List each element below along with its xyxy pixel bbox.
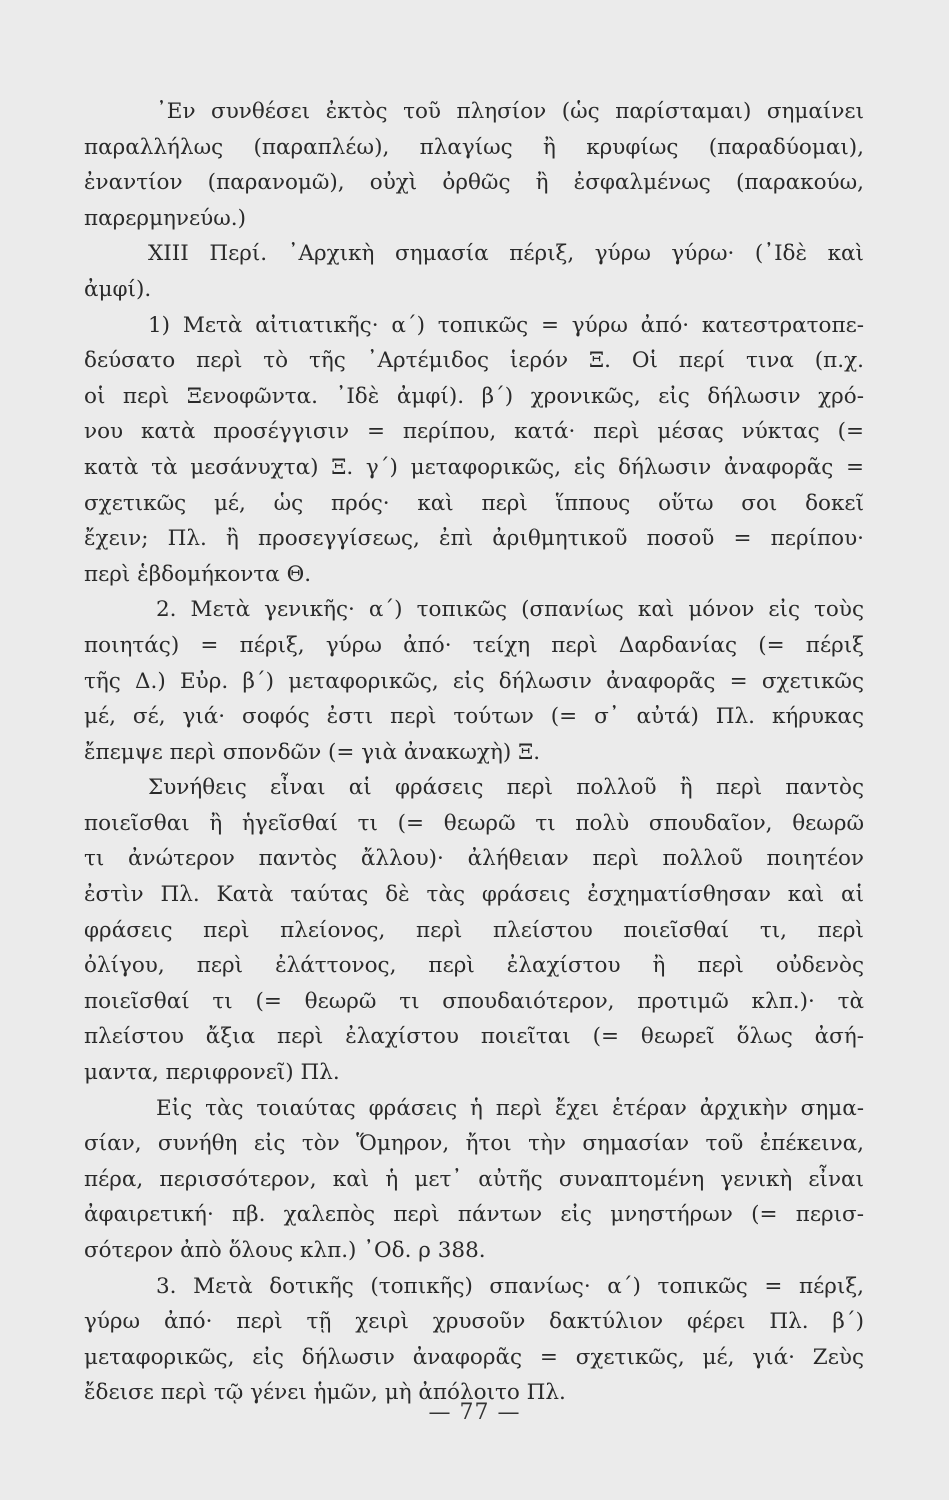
- text-line: οἱ περὶ Ξενοφῶντα. ᾿Ιδὲ ἀμφί). β΄) χρονικῶς, εἰς δήλωσιν χρό-: [84, 383, 864, 409]
- text-line: ποιεῖσθαί τι (= θεωρῶ τι σπουδαιότερον, προτιμῶ κλπ.)· τὰ: [84, 988, 864, 1014]
- text-line: μεταφορικῶς, εἰς δήλωσιν ἀναφορᾶς = σχετικῶς, μέ, γιά· Ζεὺς: [84, 1344, 864, 1370]
- text-line: 3. Μετὰ δοτικῆς (τοπικῆς) σπανίως· α΄) τοπικῶς = πέριξ,: [156, 1273, 864, 1299]
- text-line: Συνήθεις εἶναι αἱ φράσεις περὶ πολλοῦ ἢ περὶ παντὸς: [148, 775, 864, 801]
- text-line: μέ, σέ, γιά· σοφός ἐστι περὶ τούτων (= σ᾿ αὐτά) Πλ. κήρυκας: [84, 704, 864, 730]
- text-line: πλείστου ἄξια περὶ ἐλαχίστου ποιεῖται (= θεωρεῖ ὅλως ἀσή-: [84, 1024, 864, 1050]
- text-line: σχετικῶς μέ, ὡς πρός· καὶ περὶ ἵππους οὕτω σοι δοκεῖ: [84, 490, 864, 516]
- page-number: — 77 —: [428, 1400, 521, 1425]
- text-line: ὀλίγου, περὶ ἐλάττονος, περὶ ἐλαχίστου ἢ περὶ οὐδενὸς: [84, 953, 864, 979]
- section-heading-line: XIII Περί. ᾿Αρχικὴ σημασία πέριξ, γύρω γύρω· (᾿Ιδὲ καὶ: [148, 241, 864, 267]
- text-line: σότερον ἀπὸ ὅλους κλπ.) ᾿Οδ. ρ 388.: [84, 1238, 486, 1263]
- text-line: νου κατὰ προσέγγισιν = περίπου, κατά· περὶ μέσας νύκτας (=: [84, 419, 864, 445]
- text-line: 2. Μετὰ γενικῆς· α΄) τοπικῶς (σπανίως καὶ μόνον εἰς τοὺς: [156, 597, 864, 623]
- text-line: περὶ ἑβδομήκοντα Θ.: [84, 561, 312, 587]
- text-line: ἀφαιρετική· πβ. χαλεπὸς περὶ πάντων εἰς μνηστήρων (= περισ-: [84, 1202, 864, 1228]
- text-line: ἔπεμψε περὶ σπονδῶν (= γιὰ ἀνακωχὴ) Ξ.: [84, 739, 541, 765]
- text-line: Εἰς τὰς τοιαύτας φράσεις ἡ περὶ ἔχει ἑτέραν ἀρχικὴν σημα-: [156, 1095, 864, 1121]
- text-line: παρερμηνεύω.): [84, 205, 246, 231]
- text-line: παραλλήλως (παραπλέω), πλαγίως ἢ κρυφίως (παραδύομαι),: [84, 134, 864, 160]
- text-line: πέρα, περισσότερον, καὶ ἡ μετ᾿ αὐτῆς συναπτομένη γενικὴ εἶναι: [84, 1166, 864, 1192]
- text-line: ἐστὶν Πλ. Κατὰ ταύτας δὲ τὰς φράσεις ἐσχηματίσθησαν καὶ αἱ: [84, 882, 864, 908]
- text-line: μαντα, περιφρονεῖ) Πλ.: [84, 1060, 340, 1086]
- text-line: ποιητάς) = πέριξ, γύρω ἀπό· τείχη περὶ Δαρδανίας (= πέριξ: [84, 632, 864, 658]
- text-line: ποιεῖσθαι ἢ ἡγεῖσθαί τι (= θεωρῶ τι πολὺ σπουδαῖον, θεωρῶ: [84, 810, 864, 836]
- text-line: 1) Μετὰ αἰτιατικῆς· α΄) τοπικῶς = γύρω ἀπό· κατεστρατοπε-: [148, 312, 864, 338]
- text-block: [84, 94, 864, 1411]
- text-line: γύρω ἀπό· περὶ τῇ χειρὶ χρυσοῦν δακτύλιον φέρει Πλ. β΄): [84, 1309, 864, 1335]
- text-line: κατὰ τὰ μεσάνυχτα) Ξ. γ΄) μεταφορικῶς, εἰς δήλωσιν ἀναφορᾶς =: [84, 454, 864, 480]
- text-line: ᾿Εν συνθέσει ἐκτὸς τοῦ πλησίον (ὡς παρίσταμαι) σημαίνει: [156, 99, 864, 124]
- text-line: φράσεις περὶ πλείονος, περὶ πλείστου ποιεῖσθαί τι, περὶ: [84, 917, 864, 943]
- text-line: ἔδεισε περὶ τῷ γένει ἡμῶν, μὴ ἀπόλοιτο Πλ.: [84, 1380, 566, 1406]
- text-line: τι ἀνώτερον παντὸς ἄλλου)· ἀλήθειαν περὶ πολλοῦ ποιητέον: [84, 846, 864, 872]
- text-line: δεύσατο περὶ τὸ τῆς ᾿Αρτέμιδος ἱερόν Ξ. Οἱ περί τινα (π.χ.: [84, 348, 864, 374]
- text-line: ἐναντίον (παρανομῶ), οὐχὶ ὀρθῶς ἢ ἐσφαλμένως (παρακούω,: [84, 170, 864, 196]
- text-line: σίαν, συνήθη εἰς τὸν Ὅμηρον, ἤτοι τὴν σημασίαν τοῦ ἐπέκεινα,: [84, 1131, 864, 1157]
- text-line: ἀμφί).: [84, 276, 152, 302]
- text-line: ἔχειν; Πλ. ἢ προσεγγίσεως, ἐπὶ ἀριθμητικοῦ ποσοῦ = περίπου·: [84, 526, 864, 552]
- text-line: τῆς Δ.) Εὐρ. β΄) μεταφορικῶς, εἰς δήλωσιν ἀναφορᾶς = σχετικῶς: [84, 668, 864, 694]
